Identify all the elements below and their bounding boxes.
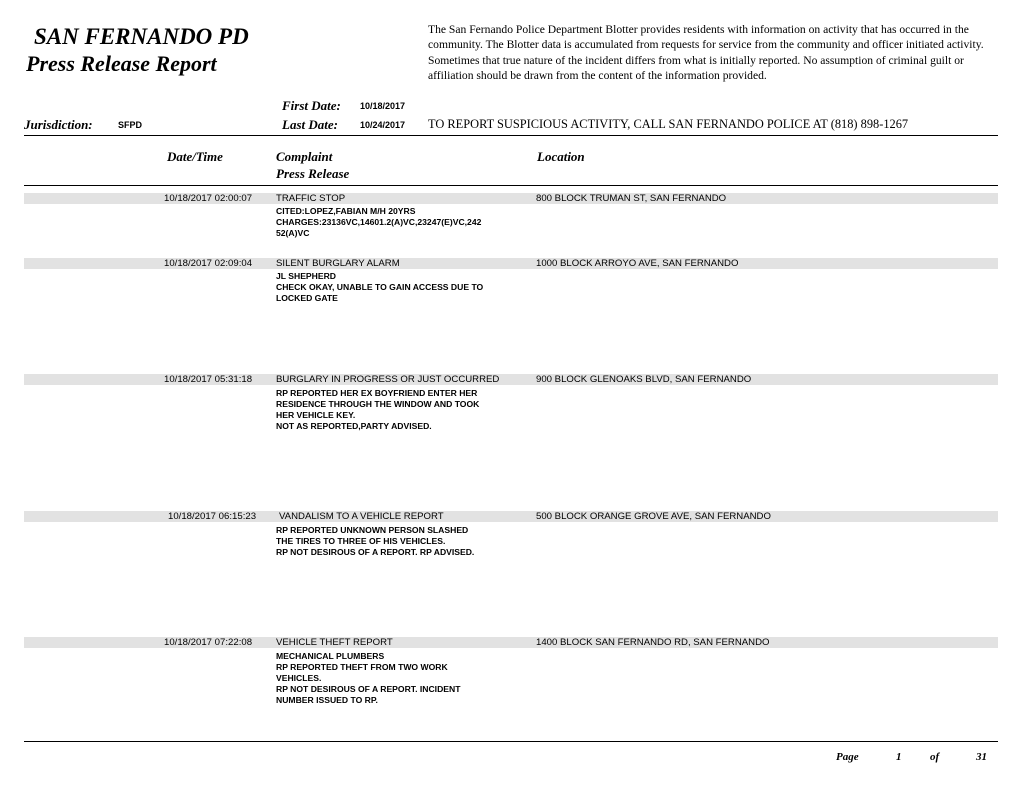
footer-divider xyxy=(24,741,998,742)
jurisdiction-value: SFPD xyxy=(118,120,143,130)
header-divider xyxy=(24,135,998,136)
first-date-label: First Date: xyxy=(282,98,341,113)
column-header-location: Location xyxy=(537,149,585,164)
record-complaint: VANDALISM TO A VEHICLE REPORT xyxy=(279,511,444,522)
record-datetime: 10/18/2017 05:31:18 xyxy=(164,374,253,385)
record-datetime: 10/18/2017 06:15:23 xyxy=(168,511,257,522)
blotter-description: The San Fernando Police Department Blotter provides residents with information on activity that has occurred in the community. The Blotter data is accumulated from requests for service from the community and officer initiated activity. Sometimes that true nature of the incident differs from what is initially reported. No assumption of criminal guilt or affiliation should be drawn from the content of the information provided. xyxy=(428,23,984,83)
record-narrative: RP REPORTED HER EX BOYFRIEND ENTER HER RESIDENCE THROUGH THE WINDOW AND TOOK HER VEHICLE KEY. NOT AS REPORTED,PARTY ADVISED. xyxy=(276,388,480,431)
column-header-press-release: Press Release xyxy=(276,166,350,181)
record-complaint: TRAFFIC STOP xyxy=(276,193,346,204)
record-location: 1000 BLOCK ARROYO AVE, SAN FERNANDO xyxy=(536,258,739,269)
agency-name: SAN FERNANDO PD xyxy=(34,24,249,49)
jurisdiction-label: Jurisdiction: xyxy=(24,117,93,132)
record-narrative: CITED:LOPEZ,FABIAN M/H 20YRS CHARGES:23136VC,14601.2(A)VC,23247(E)VC,242 52(A)VC xyxy=(276,206,482,238)
record-narrative: MECHANICAL PLUMBERS RP REPORTED THEFT FROM TWO WORK VEHICLES. RP NOT DESIROUS OF A REPORT. INCIDENT NUMBER ISSUED TO RP. xyxy=(276,651,461,705)
first-date-value: 10/18/2017 xyxy=(360,101,406,111)
column-divider xyxy=(24,185,998,186)
last-date-label: Last Date: xyxy=(282,117,338,132)
report-notice: TO REPORT SUSPICIOUS ACTIVITY, CALL SAN FERNANDO POLICE AT (818) 898-1267 xyxy=(428,117,909,131)
record-location: 1400 BLOCK SAN FERNANDO RD, SAN FERNANDO xyxy=(536,637,770,648)
page-number: 1 xyxy=(896,751,902,763)
column-header-datetime: Date/Time xyxy=(167,149,223,164)
record-location: 500 BLOCK ORANGE GROVE AVE, SAN FERNANDO xyxy=(536,511,771,522)
total-pages: 31 xyxy=(976,751,987,763)
record-location: 800 BLOCK TRUMAN ST, SAN FERNANDO xyxy=(536,193,727,204)
last-date-value: 10/24/2017 xyxy=(360,120,406,130)
record-narrative: JL SHEPHERD CHECK OKAY, UNABLE TO GAIN ACCESS DUE TO LOCKED GATE xyxy=(276,271,484,303)
record-datetime: 10/18/2017 02:00:07 xyxy=(164,193,253,204)
record-complaint: SILENT BURGLARY ALARM xyxy=(276,258,400,269)
of-label: of xyxy=(930,751,940,763)
column-header-complaint: Complaint xyxy=(276,149,333,164)
report-title: Press Release Report xyxy=(26,51,217,76)
record-datetime: 10/18/2017 02:09:04 xyxy=(164,258,253,269)
record-complaint: BURGLARY IN PROGRESS OR JUST OCCURRED xyxy=(276,374,500,385)
page-label: Page xyxy=(836,751,859,763)
record-location: 900 BLOCK GLENOAKS BLVD, SAN FERNANDO xyxy=(536,374,752,385)
record-complaint: VEHICLE THEFT REPORT xyxy=(276,637,393,648)
record-datetime: 10/18/2017 07:22:08 xyxy=(164,637,253,648)
record-narrative: RP REPORTED UNKNOWN PERSON SLASHED THE TIRES TO THREE OF HIS VEHICLES. RP NOT DESIROUS OF A REPORT. RP ADVISED. xyxy=(276,525,475,557)
